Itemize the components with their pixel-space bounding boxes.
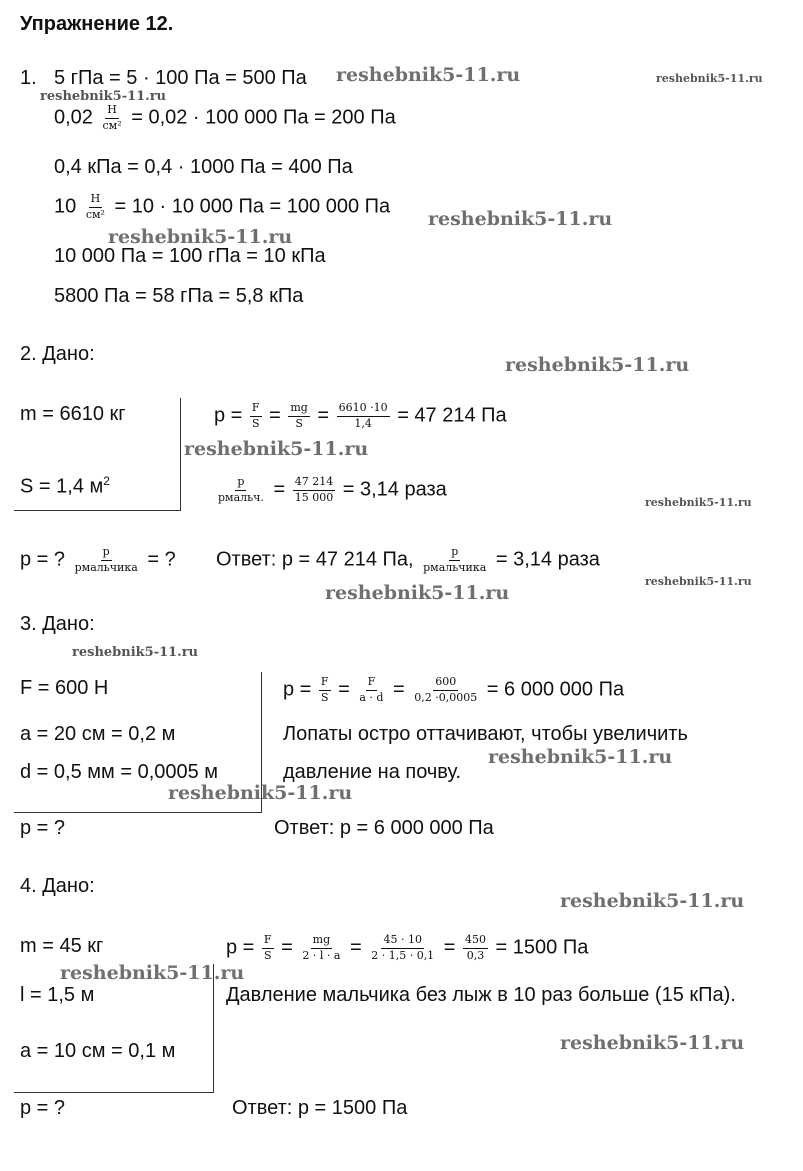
- formula-lhs: p =: [214, 404, 243, 427]
- ex3-answer: Ответ: p = 6 000 000 Па: [274, 817, 494, 839]
- watermark: reshebnik5-11.ru: [488, 746, 673, 768]
- fraction: [216, 476, 266, 504]
- fraction-numerator: mg: [288, 402, 309, 417]
- fraction-denominator: pмальч.: [218, 490, 264, 504]
- watermark: reshebnik5-11.ru: [645, 496, 752, 509]
- ex1-number: 1.: [20, 67, 37, 89]
- ex2-question: [20, 546, 176, 574]
- formula-lhs: p =: [226, 936, 255, 959]
- ex1-line-4: [54, 193, 390, 221]
- watermark: reshebnik5-11.ru: [108, 226, 293, 248]
- watermark: reshebnik5-11.ru: [60, 962, 245, 984]
- given-divider-horizontal: [14, 1092, 214, 1093]
- fraction-denominator: см²: [102, 118, 122, 132]
- ex2-area-exponent: 2: [103, 474, 110, 488]
- watermark: reshebnik5-11.ru: [428, 208, 613, 230]
- ex3-formula-pressure: p = $\frac{F}{S}$ = $\frac{F}{a \cdot d}$ = $\frac{600}{0,2 \cdot 0,0005}$ = 6 000 000 Па: [283, 675, 625, 704]
- fraction-denominator: 0,3: [466, 948, 485, 962]
- fraction-numerator: F: [250, 402, 262, 417]
- fraction-denominator: 15 000: [294, 490, 334, 504]
- ex1-line-4-unit-fraction: [84, 193, 107, 221]
- fraction-denominator: 0,2 ·0,0005: [414, 690, 478, 704]
- fraction-denominator: S: [295, 416, 303, 430]
- ex4-formula-pressure: p = $\frac{F}{S}$ = $\frac{mg}{2 \cdot l \cdot a}$ = $\frac{45 \cdot 10}{2 \cdot 1,5 \cdot 0,1}$ = $\frac{450}{0,3}$ = 1500 Па: [226, 933, 589, 962]
- given-divider-horizontal: [14, 510, 181, 511]
- ex2-formula-ratio: $\frac{p}{\text{pмальч.}}$ = $\frac{47 214}{15 000}$ = 3,14 раза: [218, 475, 447, 504]
- fraction-denominator: S: [251, 416, 260, 430]
- ex3-question: p = ?: [20, 817, 66, 839]
- ex1-line-2-value: 0,02: [54, 106, 93, 129]
- fraction-denominator: 2 · l · a: [302, 948, 341, 962]
- ex1-line-2-unit-fraction: [101, 104, 124, 132]
- answer-result: = 3,14 раза: [495, 548, 600, 571]
- fraction: [293, 476, 336, 504]
- ex4-explanation: Давление мальчика без лыж в 10 раз больше (15 кПа).: [226, 984, 736, 1006]
- fraction-numerator: Н: [105, 104, 119, 119]
- fraction: [357, 676, 385, 704]
- fraction-numerator: F: [366, 676, 378, 691]
- watermark: reshebnik5-11.ru: [40, 89, 167, 104]
- watermark: reshebnik5-11.ru: [168, 782, 353, 804]
- ex4-heading: 4. Дано:: [20, 875, 95, 897]
- ex1-line-5: 10 000 Па = 100 гПа = 10 кПа: [54, 245, 326, 267]
- fraction-numerator: Н: [89, 193, 103, 208]
- answer-text: Ответ: p = 47 214 Па,: [216, 548, 414, 571]
- watermark: reshebnik5-11.ru: [645, 575, 752, 588]
- formula-result: = 1500 Па: [495, 936, 589, 959]
- ex2-answer: [216, 546, 600, 574]
- fraction-denominator: см²: [85, 207, 105, 221]
- fraction-denominator: 2 · 1,5 · 0,1: [371, 948, 435, 962]
- given-divider-horizontal: [14, 812, 262, 813]
- given-divider-vertical: [180, 398, 181, 510]
- ex1-line-3: 0,4 кПа = 0,4 · 1000 Па = 400 Па: [54, 156, 353, 178]
- ex3-given-force: F = 600 Н: [20, 677, 109, 699]
- formula-result: = 6 000 000 Па: [486, 678, 625, 701]
- fraction: [412, 676, 479, 704]
- fraction-denominator: pмальчика: [423, 560, 487, 574]
- fraction: [337, 402, 390, 430]
- fraction-numerator: p: [101, 546, 112, 561]
- ex2-formula-pressure: p = $\frac{F}{S}$ = $\frac{mg}{S}$ = $\frac{6610 \cdot 10}{1,4}$ = 47 214 Па: [214, 401, 507, 430]
- ex4-answer: Ответ: p = 1500 Па: [232, 1097, 408, 1119]
- watermark: reshebnik5-11.ru: [560, 1032, 745, 1054]
- formula-result: = 47 214 Па: [397, 404, 507, 427]
- page-title: Упражнение 12.: [20, 13, 174, 35]
- fraction-numerator: F: [319, 676, 331, 691]
- fraction-numerator: 600: [433, 676, 458, 691]
- ex3-explanation-line-2: давление на почву.: [283, 761, 462, 783]
- fraction: [421, 546, 488, 574]
- ex1-line-4-result: = 10 · 10 000 Па = 100 000 Па: [114, 195, 391, 218]
- ex1-line-4-value: 10: [54, 195, 77, 218]
- fraction: [369, 934, 436, 962]
- ex3-heading: 3. Дано:: [20, 613, 95, 635]
- ex1-line-6: 5800 Па = 58 гПа = 5,8 кПа: [54, 285, 304, 307]
- fraction-denominator: S: [263, 948, 272, 962]
- fraction-denominator: pмальчика: [74, 560, 138, 574]
- fraction-numerator: 6610 ·10: [337, 402, 390, 417]
- ex3-given-thickness: d = 0,5 мм = 0,0005 м: [20, 761, 219, 783]
- ex4-given-width: a = 10 см = 0,1 м: [20, 1040, 176, 1062]
- watermark: reshebnik5-11.ru: [72, 645, 199, 660]
- fraction: [300, 934, 342, 962]
- watermark: reshebnik5-11.ru: [184, 438, 369, 460]
- ex4-given-length: l = 1,5 м: [20, 984, 95, 1006]
- ex4-question: p = ?: [20, 1097, 66, 1119]
- fraction-denominator: 1,4: [354, 416, 372, 430]
- watermark: reshebnik5-11.ru: [656, 72, 763, 85]
- fraction-numerator: 47 214: [293, 476, 336, 491]
- question-unknown: p = ?: [20, 548, 66, 571]
- ex1-line-2: [54, 104, 396, 132]
- fraction-numerator: F: [262, 934, 274, 949]
- question-unknown-2: = ?: [147, 548, 176, 571]
- ex2-given-area: [20, 475, 110, 497]
- fraction: [262, 934, 274, 962]
- fraction: [319, 676, 331, 704]
- fraction-denominator: a · d: [359, 690, 384, 704]
- fraction: [463, 934, 488, 962]
- fraction-numerator: 450: [463, 934, 488, 949]
- fraction-numerator: mg: [311, 934, 332, 949]
- formula-lhs: p =: [283, 678, 312, 701]
- watermark: reshebnik5-11.ru: [560, 890, 745, 912]
- ex2-area-value: S = 1,4 м: [20, 475, 104, 498]
- ex3-given-width: a = 20 см = 0,2 м: [20, 723, 176, 745]
- watermark: reshebnik5-11.ru: [336, 64, 521, 86]
- ex2-given-mass: m = 6610 кг: [20, 403, 126, 425]
- ex3-explanation-line-1: Лопаты остро оттачивают, чтобы увеличить: [283, 723, 688, 745]
- ex1-line-1: 5 гПа = 5 · 100 Па = 500 Па: [54, 67, 307, 89]
- ex1-line-2-result: = 0,02 · 100 000 Па = 200 Па: [131, 106, 396, 129]
- ex4-given-mass: m = 45 кг: [20, 935, 104, 957]
- fraction-numerator: p: [449, 546, 460, 561]
- fraction-numerator: p: [235, 476, 246, 491]
- fraction-numerator: 45 · 10: [381, 934, 423, 949]
- formula-result: = 3,14 раза: [342, 478, 447, 501]
- fraction-denominator: S: [320, 690, 329, 704]
- fraction: [73, 546, 140, 574]
- ex2-heading: 2. Дано:: [20, 343, 95, 365]
- watermark: reshebnik5-11.ru: [325, 582, 510, 604]
- fraction: [288, 402, 309, 430]
- fraction: [250, 402, 262, 430]
- watermark: reshebnik5-11.ru: [505, 354, 690, 376]
